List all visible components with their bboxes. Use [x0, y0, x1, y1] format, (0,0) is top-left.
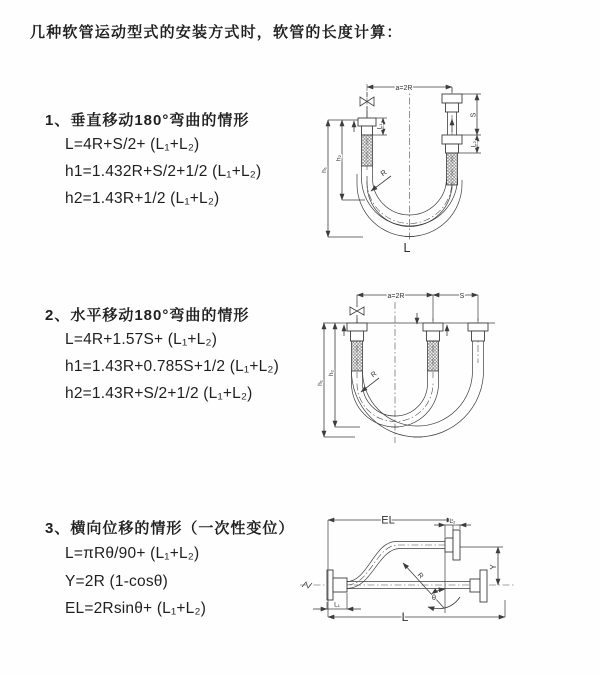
dim-l-label: L	[403, 241, 411, 255]
radius-label: R	[378, 167, 389, 179]
page-title: 几种软管运动型式的安装方式时，软管的长度计算：	[30, 24, 403, 41]
left-braided-hose	[362, 135, 373, 166]
section-1-formula-h2: h2=1.43R+1/2 (L₁+L₂)	[65, 190, 220, 207]
hose-deflected-position	[347, 542, 445, 582]
dim-s-label: S	[470, 112, 478, 118]
radius-label: R	[370, 370, 379, 380]
right-flange-lower	[442, 135, 462, 144]
dim-h1-label: h₁	[321, 167, 328, 173]
dim-s-label: S	[459, 292, 465, 300]
section-3-formula-EL: EL=2Rsinθ+ (L₁+L₂)	[65, 600, 207, 617]
radius-line	[403, 563, 444, 608]
radius-label: R	[415, 571, 425, 581]
centerline-break-mark	[302, 582, 312, 588]
radius-leader	[361, 378, 379, 392]
section-2-heading: 2、水平移动180°弯曲的情形	[45, 307, 250, 324]
dim-a-2r-label: a=2R	[387, 292, 405, 300]
dim-h2-label: h₂	[335, 154, 343, 162]
right-braided-hose	[447, 153, 458, 185]
dim-el-label: EL	[381, 514, 395, 527]
right-flange	[468, 323, 488, 331]
section-1-formula-L: L=4R+S/2+ (L₁+L₂)	[65, 136, 200, 153]
section-2-formula-L: L=4R+1.57S+ (L₁+L₂)	[65, 331, 218, 348]
section-3-formula-L: L=πRθ/90+ (L₁+L₂)	[65, 545, 200, 562]
section-2-formula-h1: h1=1.43R+0.785S+1/2 (L₁+L₂)	[65, 358, 279, 375]
dim-l2-label: L₂	[449, 518, 456, 525]
upper-flange	[445, 538, 453, 552]
section-1-formula-h1: h1=1.432R+S/2+1/2 (L₁+L₂)	[65, 163, 262, 180]
section-1-heading: 1、垂直移动180°弯曲的情形	[45, 112, 250, 129]
middle-flange	[423, 323, 443, 331]
section-2-formula-h2: h2=1.43R+S/2+1/2 (L₁+L₂)	[65, 385, 253, 402]
section-3-heading: 3、横向位移的情形（一次性变位）	[45, 520, 295, 537]
dim-h1-label: h₁	[317, 380, 324, 386]
hose-moved-position	[352, 341, 484, 437]
middle-braided-hose	[428, 341, 439, 371]
diagram-lateral-displacement	[300, 505, 600, 630]
dim-a-2r-label: a=2R	[395, 84, 413, 92]
left-flange	[347, 323, 367, 331]
valve-icon	[350, 307, 364, 315]
dim-y-label: Y	[489, 564, 498, 570]
left-flange	[358, 118, 376, 126]
diagram-vertical-180-bend	[315, 70, 595, 260]
right-flange	[470, 579, 480, 592]
dim-h2-label: h₂	[328, 369, 335, 377]
right-flange-upper	[442, 94, 462, 103]
dim-l1-label: L₁	[376, 123, 384, 130]
dim-l2-label: L₂	[470, 140, 478, 148]
left-braided-hose	[352, 341, 363, 371]
diagram-horizontal-180-bend	[315, 288, 600, 455]
angle-theta-label: θ	[431, 593, 437, 602]
dim-l1-label: L₁	[334, 601, 340, 609]
section-3-formula-Y: Y=2R (1-cosθ)	[65, 573, 168, 590]
dim-l-label: L	[401, 610, 409, 624]
radius-leader	[371, 176, 391, 191]
